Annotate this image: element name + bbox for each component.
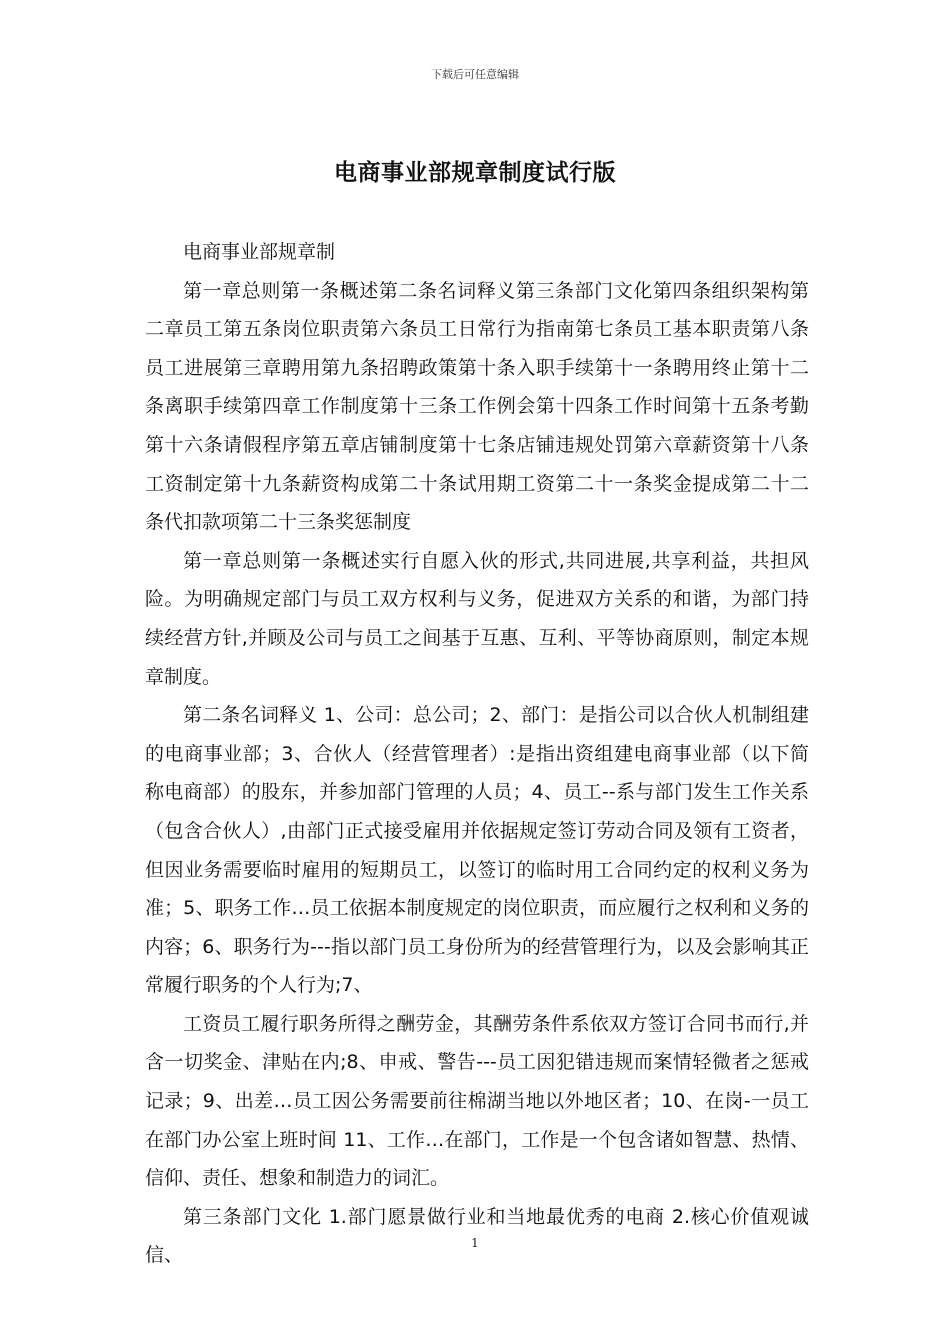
paragraph-table-of-contents: 第一章总则第一条概述第二条名词释义第三条部门文化第四条组织架构第二章员工第五条岗位职责第六条员工日常行为指南第七条员工基本职责第八条员工进展第三章聘用第九条招聘政策第十条入职手续第十一条聘用终止第十二条离职手续第四章工作制度第十三条工作例会第十四条工作时间第十五条考勤第十六条请假程序第五章店铺制度第十七条店铺违规处罚第六章薪资第十八条工资制定第十九条薪资构成第二十条试用期工资第二十一条奖金提成第二十二条代扣款项第二十三条奖惩制度: [145, 279, 809, 534]
paragraph-article-3: 第三条部门文化 1.部门愿景做行业和当地最优秀的电商 2.核心价值观诚信、: [145, 1205, 809, 1267]
document-body: [145, 233, 809, 1275]
paragraph-subtitle: 电商事业部规章制: [183, 241, 336, 263]
paragraph-chapter-1-article-1: 第一章总则第一条概述实行自愿入伙的形式,共同进展,共享利益，共担风险。为明确规定部门与员工双方权利与义务，促进双方关系的和谐，为部门持续经营方针,并顾及公司与员工之间基于互惠、互利、平等协商原则，制定本规章制度。: [145, 549, 809, 688]
header-note: 下载后可任意编辑: [431, 68, 519, 81]
paragraph-article-2: 第二条名词释义 1、公司：总公司；2、部门：是指公司以合伙人机制组建的电商事业部；3、合伙人（经营管理者）:是指出资组建电商事业部（以下简称电商部）的股东，并参加部门管理的人员；4、员工--系与部门发生工作关系（包含合伙人）,由部门正式接受雇用并依据规定签订劳动合同及领有工资者，但因业务需要临时雇用的短期员工，以签订的临时用工合同约定的权利义务为准；5、职务工作…员工依据本制度规定的岗位职责，而应履行之权利和义务的内容；6、职务行为---指以部门员工身份所为的经营管理行为，以及会影响其正常履行职务的个人行为;7、: [145, 704, 809, 997]
document-title: 电商事业部规章制度试行版: [334, 160, 616, 186]
page-number: 1: [471, 1236, 479, 1250]
paragraph-article-2-continued: 工资员工履行职务所得之酬劳金，其酬劳条件系依双方签订合同书而行,并含一切奖金、津贴在内;8、申戒、警告---员工因犯错违规而案情轻微者之惩戒记录；9、出差…员工因公务需要前往棉湖当地以外地区者；10、在岗-一员工在部门办公室上班时间 11、工作…在部门，工作是一个包含诸如智慧、热情、信仰、责任、想象和制造力的词汇。: [145, 1012, 809, 1190]
